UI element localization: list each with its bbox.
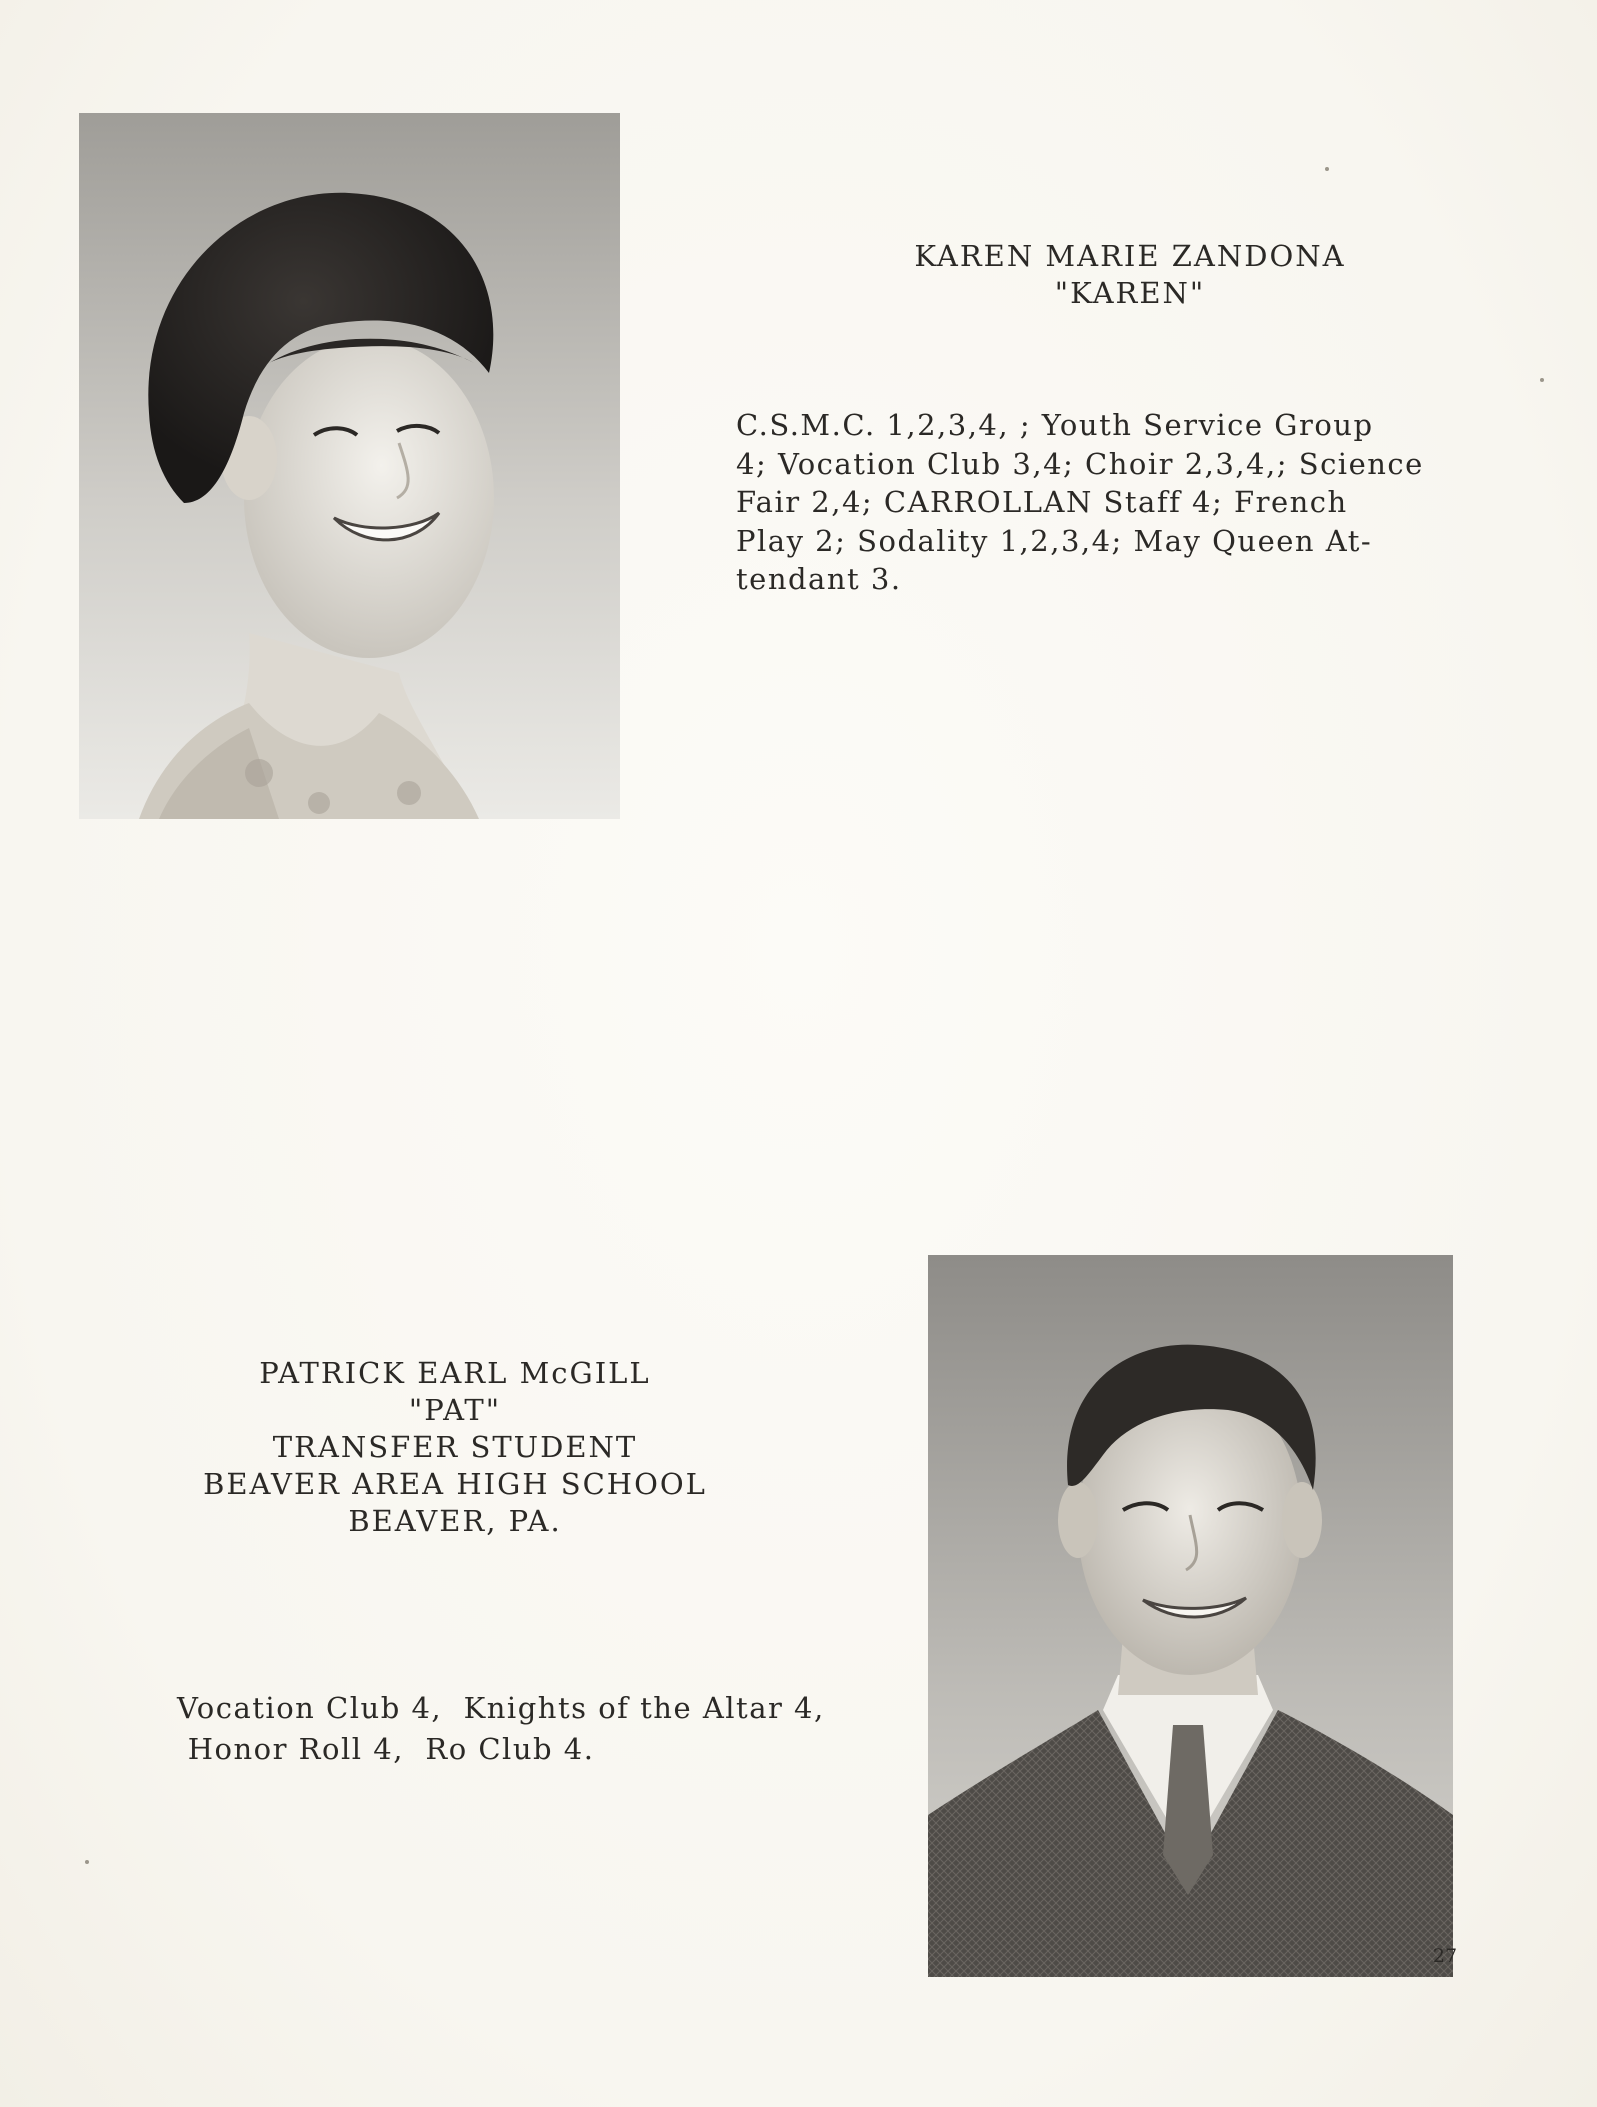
print-speck [1540, 378, 1544, 382]
student-nickname: "PAT" [408, 1393, 502, 1427]
page-number: 27 [1432, 1945, 1458, 1967]
portrait-photo-karen [79, 113, 620, 819]
portrait-photo-patrick [928, 1255, 1453, 1977]
student-name-block-karen [880, 238, 1380, 312]
student-nickname: "KAREN" [1054, 276, 1206, 310]
activities-line: Vocation Club 4, Knights of the Altar 4, [177, 1691, 825, 1725]
student-detail: BEAVER AREA HIGH SCHOOL [203, 1467, 707, 1501]
activities-line: tendant 3. [736, 562, 902, 596]
activities-list-patrick [177, 1688, 825, 1770]
activities-line: C.S.M.C. 1,2,3,4, ; Youth Service Group [736, 408, 1374, 442]
activities-line: Play 2; Sodality 1,2,3,4; May Queen At- [736, 523, 1373, 558]
student-detail: BEAVER, PA. [348, 1504, 562, 1538]
student-name-block-patrick [190, 1355, 720, 1540]
activities-line: Fair 2,4; CARROLLAN Staff 4; French [736, 485, 1348, 519]
student-name: KAREN MARIE ZANDONA [914, 239, 1346, 273]
activities-line: Honor Roll 4, Ro Club 4. [177, 1732, 595, 1766]
student-detail: TRANSFER STUDENT [272, 1430, 638, 1464]
student-name: PATRICK EARL McGILL [259, 1356, 651, 1390]
print-speck [1325, 167, 1329, 171]
activities-list-karen [736, 406, 1424, 599]
activities-line: 4; Vocation Club 3,4; Choir 2,3,4,; Science [736, 446, 1424, 481]
print-speck [85, 1860, 89, 1864]
